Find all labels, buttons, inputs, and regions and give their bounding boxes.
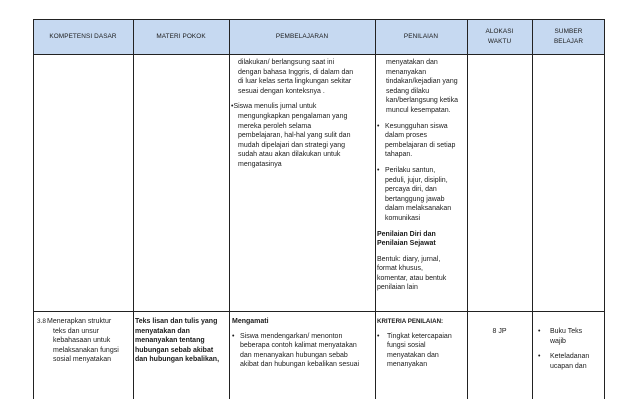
text-line: fungsi sosial — [387, 342, 426, 350]
text-line: Siswa mendengarkan/ menonton — [240, 332, 343, 340]
header-penilaian: PENILAIAN — [403, 32, 439, 40]
bullet-item — [232, 332, 373, 370]
bullet-icon: • — [377, 332, 380, 340]
header-sumber-line2: BELAJAR — [553, 37, 584, 45]
text-line: Kesungguhan siswa — [385, 122, 448, 130]
section-heading: Penilaian Diri dan — [377, 230, 436, 238]
border-col4 — [467, 19, 468, 399]
text-line: percaya diri, dan — [385, 186, 437, 194]
text-line: menyatakan dan — [135, 327, 190, 335]
border-row-separator — [33, 311, 605, 312]
border-left — [33, 19, 34, 399]
header-alokasi-line2: WAKTU — [487, 37, 512, 45]
bullet-item — [231, 102, 373, 112]
text-line: teks dan unsur — [53, 327, 99, 335]
text-line: mereka peroleh selama — [238, 122, 312, 130]
section-heading: KRITERIA PENILAIAN: — [377, 318, 444, 325]
header-alokasi-line1: ALOKASI — [485, 27, 514, 35]
text-line: kebahasaan untuk — [53, 337, 111, 345]
bullet-icon: • — [377, 122, 380, 130]
text-line: dengan bahasa Inggris, di dalam dan — [238, 68, 354, 76]
bullet-item — [377, 332, 465, 370]
border-top — [33, 19, 605, 20]
text-line: ucapan dan — [550, 362, 587, 370]
text-line: penilaian lain — [377, 284, 418, 292]
text-line: komentar, atau bentuk — [377, 274, 447, 282]
bullet-icon: • — [538, 328, 541, 335]
row2-alokasi-waktu — [467, 327, 532, 337]
bullet-icon: • — [538, 353, 541, 361]
text-line: di luar kelas serta lingkungan sekitar — [238, 78, 352, 86]
border-right — [604, 19, 605, 399]
text-line: pembelajaran, hal-hal yang sulit dan — [238, 132, 351, 140]
bullet-item — [377, 122, 465, 160]
text-line: wajib — [550, 337, 566, 345]
text-line: beberapa contoh kalimat menyatakan — [240, 342, 357, 350]
text-line: dan hubungan kebalikan, — [135, 356, 220, 364]
section-heading: Penilaian Sejawat — [377, 240, 436, 248]
row1-pembelajaran — [231, 58, 373, 170]
text-line: peduli, jujur, disiplin, — [385, 176, 448, 184]
text-line: Perilaku santun, — [385, 166, 436, 174]
row1-penilaian — [377, 58, 465, 293]
row2-sumber-belajar — [538, 327, 603, 371]
bullet-item — [538, 327, 603, 346]
text-line: menanyakan — [387, 361, 428, 369]
bullet-icon: • — [377, 166, 380, 174]
text-line: format khusus, — [377, 265, 423, 273]
text-line: sedang dilaku — [386, 87, 430, 95]
text-line: Siswa menulis jurnal untuk — [233, 103, 317, 111]
text-line: dan menanyakan hubungan sebab — [240, 351, 348, 359]
row2-pembelajaran — [232, 317, 373, 370]
text-line: mudah dipelajari dan strategi yang — [238, 141, 346, 149]
text-line: pembelajaran di setiap — [385, 141, 456, 149]
text-line: Buku Teks — [550, 328, 583, 335]
header-alokasi-waktu — [467, 19, 532, 54]
section-heading: Mengamati — [232, 318, 269, 325]
header-pembelajaran: PEMBELAJARAN — [275, 32, 329, 40]
border-col5 — [532, 19, 533, 399]
text-line: sesuai dengan konteksnya . — [238, 87, 325, 95]
row2-kompetensi-dasar — [37, 317, 131, 365]
header-sumber-line1: SUMBER — [554, 27, 583, 35]
border-col3 — [375, 19, 376, 399]
text-line: dalam proses — [385, 132, 428, 140]
text-line: melaksanakan fungsi — [53, 346, 119, 354]
text-line: tahapan. — [385, 151, 413, 159]
kd-number: 3.8 — [37, 318, 46, 325]
bullet-item — [538, 352, 603, 371]
header-sumber-belajar — [532, 19, 605, 54]
text-line: dalam melaksanakan — [385, 205, 452, 213]
border-header-bottom — [33, 54, 605, 55]
text-line: Keteladanan — [550, 353, 590, 361]
text-line: sudah atau akan dilakukan untuk — [238, 151, 341, 159]
text-line: menanyakan tentang — [135, 337, 205, 345]
text-line: mengatasinya — [238, 160, 282, 168]
text-line: Bentuk: diary, jurnal, — [377, 255, 441, 263]
text-line: Teks lisan dan tulis yang — [135, 318, 218, 325]
header-kompetensi-dasar: KOMPETENSI DASAR — [49, 32, 117, 40]
row2-penilaian — [377, 317, 465, 370]
text-line: Menerapkan struktur — [47, 318, 112, 325]
text-line: menyatakan dan — [387, 351, 439, 359]
text-line: sosial menyatakan — [53, 356, 111, 364]
text-line: menyatakan dan — [386, 59, 438, 66]
text-line: dilakukan/ berlangsung saat ini — [238, 59, 335, 66]
bullet-icon: • — [232, 332, 235, 340]
text-line: hubungan sebab akibat — [135, 346, 214, 354]
text-line: mengungkapkan pengalaman yang — [238, 112, 348, 120]
border-col2 — [229, 19, 230, 399]
header-materi-pokok: MATERI POKOK — [156, 32, 206, 40]
text-line: bertanggung jawab — [385, 195, 445, 203]
text-line: Tingkat ketercapaian — [387, 332, 452, 340]
text-line: komunikasi — [385, 214, 421, 222]
text-line: muncul kesempatan. — [386, 106, 451, 114]
text-line: akibat dan hubungan kebalikan sesuai — [240, 361, 360, 369]
text-line: menanyakan — [386, 68, 427, 76]
bullet-icon: • — [231, 103, 234, 111]
syllabus-table — [33, 19, 605, 399]
text-line: tindakan/kejadian yang — [386, 78, 458, 86]
bullet-item — [377, 166, 465, 224]
row2-materi-pokok — [135, 317, 228, 365]
text-line: kan/berlangsung ketika — [386, 97, 458, 105]
alokasi-value: 8 JP — [492, 328, 507, 335]
border-col1 — [133, 19, 134, 399]
